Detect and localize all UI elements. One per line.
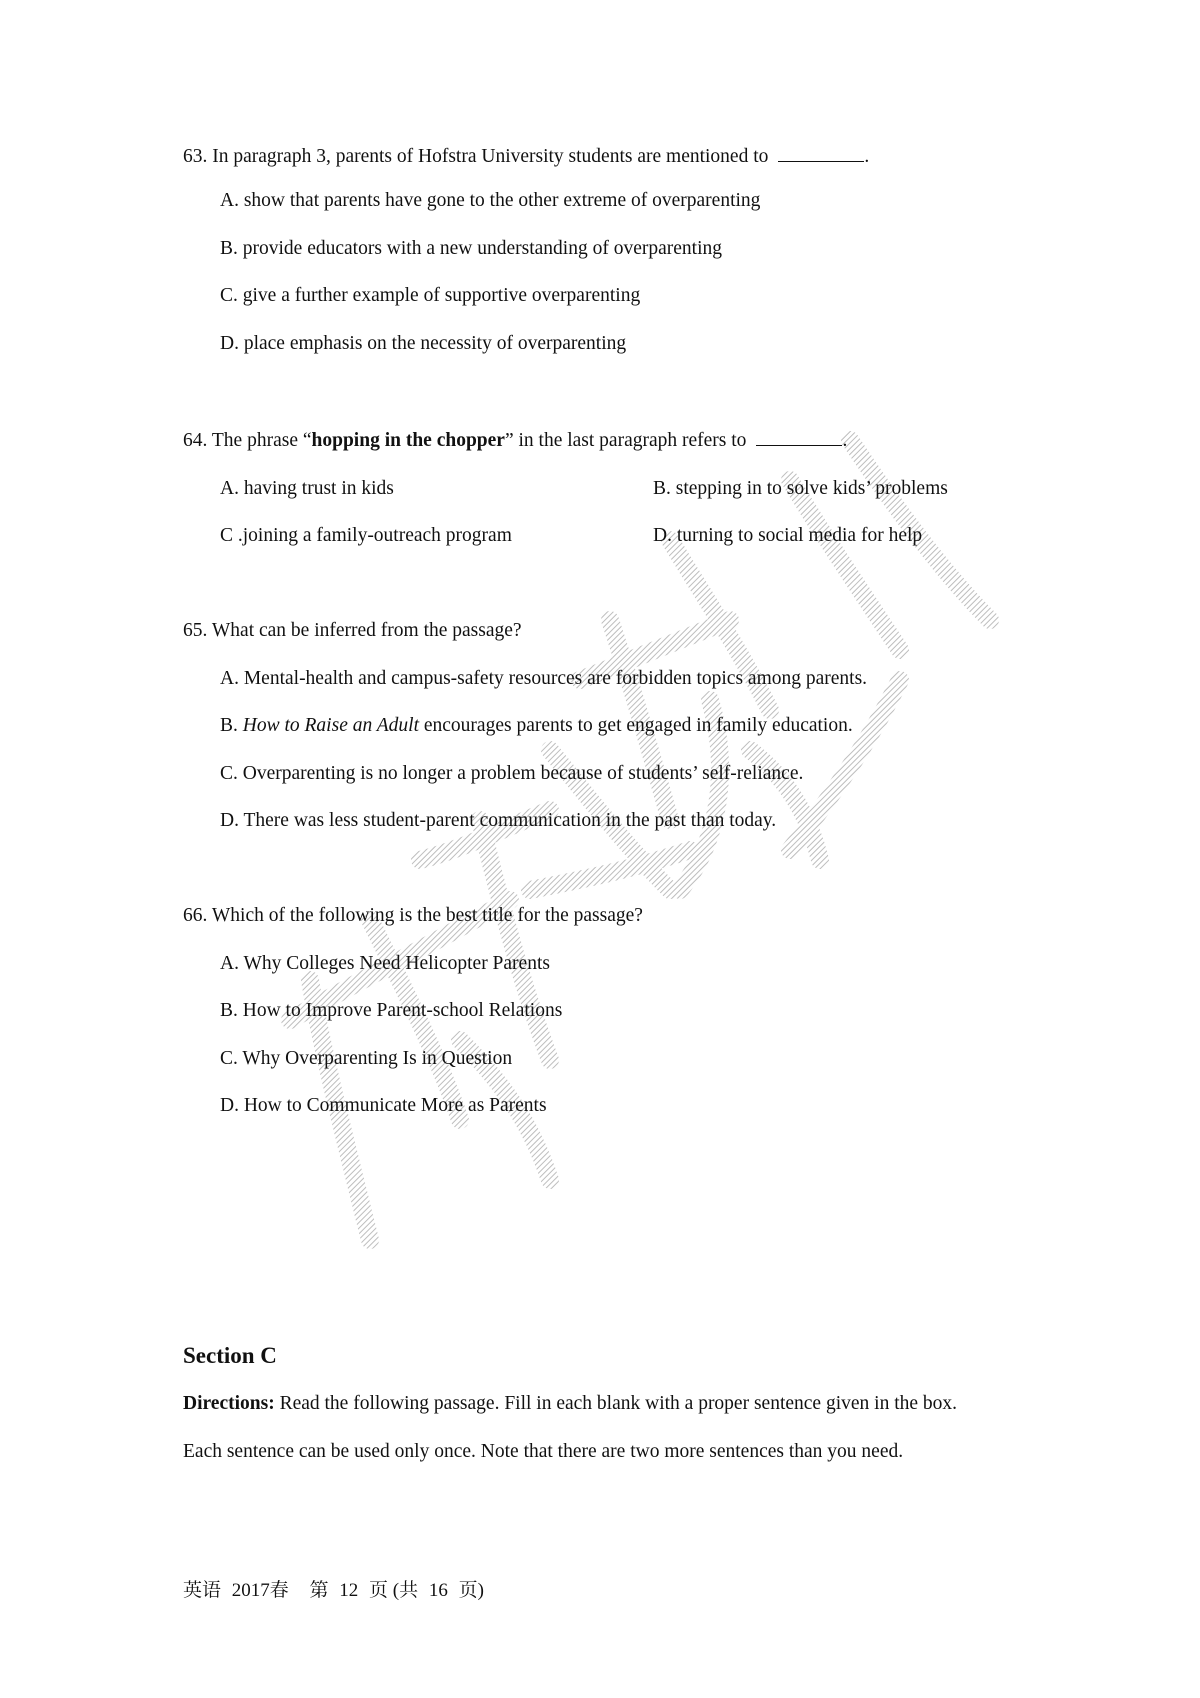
question-63-stem (183, 144, 869, 170)
question-64-option-b: B. stepping in to solve kids’ problems (653, 478, 948, 499)
option-b-suffix: encourages parents to get engaged in family education. (419, 715, 853, 736)
question-65-option-d: D. There was less student-parent communication in the past than today. (220, 810, 777, 831)
watermark-stamp (250, 420, 1030, 1280)
footer-term: 2017春 (231, 1580, 289, 1601)
question-65-option-c: C. Overparenting is no longer a problem because of students’ self-reliance. (220, 763, 804, 784)
directions-text-1: Read the following passage. Fill in each blank with a proper sentence given in the box. (274, 1393, 958, 1414)
question-65-stem: 65. What can be inferred from the passage? (183, 620, 522, 641)
footer-page-label-end: 页) (458, 1580, 484, 1601)
page-footer (183, 1578, 490, 1604)
question-66-option-d: D. How to Communicate More as Parents (220, 1095, 547, 1116)
question-65-option-a: A. Mental-health and campus-safety resources are forbidden topics among parents. (220, 668, 868, 689)
question-63-option-a: A. show that parents have gone to the other extreme of overparenting (220, 190, 761, 211)
question-64-text-post: ” in the last paragraph refers to (504, 430, 747, 451)
section-c-directions-line-2: Each sentence can be used only once. Note that there are two more sentences than you need. (183, 1441, 904, 1462)
question-64-option-c: C .joining a family-outreach program (220, 525, 512, 546)
question-66-option-c: C. Why Overparenting Is in Question (220, 1048, 513, 1069)
directions-label: Directions: (183, 1393, 275, 1414)
footer-page-number: 12 (339, 1580, 359, 1601)
footer-page-total: 16 (428, 1580, 448, 1601)
question-63-text: 63. In paragraph 3, parents of Hofstra University students are mentioned to (183, 146, 769, 167)
question-63-option-d: D. place emphasis on the necessity of overparenting (220, 333, 627, 354)
footer-subject: 英语 (183, 1580, 222, 1601)
book-title: How to Raise an Adult (242, 715, 419, 736)
section-c-directions-line-1 (183, 1391, 957, 1417)
question-64-option-d: D. turning to social media for help (653, 525, 923, 546)
question-64-phrase: hopping in the chopper (311, 430, 505, 451)
question-66-option-b: B. How to Improve Parent-school Relations (220, 1000, 563, 1021)
question-64-option-a: A. having trust in kids (220, 478, 394, 499)
question-66-option-a: A. Why Colleges Need Helicopter Parents (220, 953, 550, 974)
option-b-prefix: B. (220, 715, 243, 736)
question-66-stem: 66. Which of the following is the best title for the passage? (183, 905, 643, 926)
footer-page-label-mid: 页 (共 (369, 1580, 419, 1601)
section-c-heading: Section C (183, 1343, 277, 1368)
answer-blank (778, 144, 864, 162)
footer-page-label: 第 (309, 1580, 329, 1601)
question-64-stem (183, 428, 847, 454)
question-63-option-b: B. provide educators with a new understanding of overparenting (220, 238, 722, 259)
question-63-option-c: C. give a further example of supportive overparenting (220, 285, 641, 306)
question-63-period: . (864, 146, 870, 167)
answer-blank (756, 428, 842, 446)
question-64-period: . (842, 430, 848, 451)
question-65-option-b (220, 713, 853, 739)
question-64-text-pre: 64. The phrase “ (183, 430, 312, 451)
